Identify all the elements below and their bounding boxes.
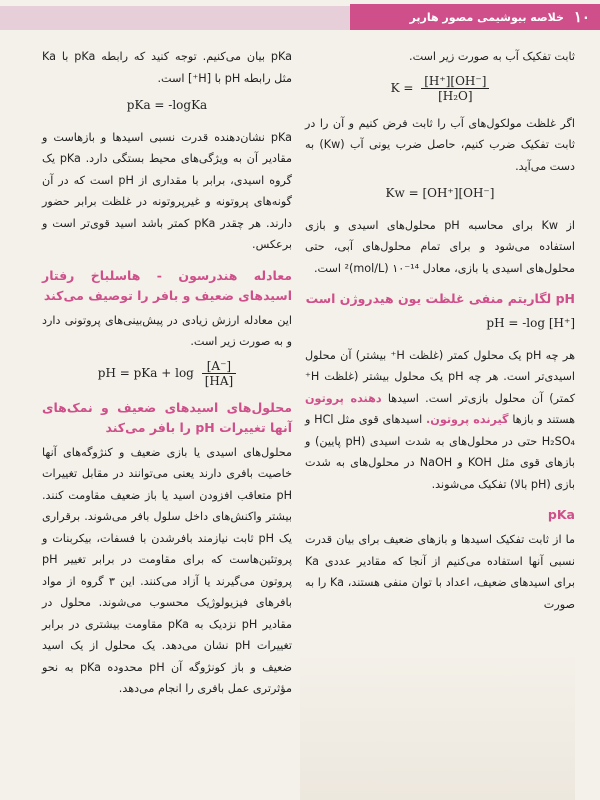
pka-formula: pKa = -logKa — [126, 98, 208, 112]
section-heading: معادله هندرسون - هاسلباخ رفتار اسیدهای ضعیف و بافر را توصیف می‌کند — [42, 267, 292, 303]
dissociation-formula: K = $\frac{[H^+][OH^-]}{\text{[H₂O]}}$ — [305, 74, 575, 103]
header-title-bar — [350, 4, 600, 30]
paragraph: از Kw برای محاسبه pH محلول‌های اسیدی و بازی استفاده می‌شود و برای تمام محلول‌های آبی، حتی محلول‌های اسیدی یا بازی، معادل ¹⁴⁻۱۰ (mol/L)² است. — [305, 218, 575, 275]
paragraph: اگر غلظت مولکول‌های آب را ثابت فرض کنیم و آن را در ثابت تفکیک ضرب کنیم، حاصل ضرب یونی آب (Kw) به دست می‌آید. — [305, 116, 575, 173]
paragraph: ما از ثابت تفکیک اسیدها و بازهای ضعیف برای بیان قدرت نسبی آنها استفاده می‌کنیم از آنجا که مقادیر عددی Ka برای اسیدهای ضعیف، اعداد با توان منفی هستند، Ka را به صورت — [305, 533, 575, 611]
page-number: ۱۰ — [573, 8, 590, 26]
highlight-term: دهنده پروتون — [305, 391, 382, 405]
highlight-term: گیرنده پروتون. — [426, 413, 509, 426]
page-header — [0, 0, 600, 34]
paragraph: این معادله ارزش زیادی در پیش‌بینی‌های پروتونی دارد و به صورت زیر است. — [42, 313, 292, 348]
section-heading: pH لگاریتم منفی غلظت یون هیدروژن است — [305, 291, 575, 306]
paragraph: pKa بیان می‌کنیم. توجه کنید که رابطه pKa با Ka مثل رابطه pH با [H⁺] است. — [42, 50, 292, 85]
book-title: خلاصه بیوشیمی مصور هارپر — [409, 10, 564, 24]
section-heading: pKa — [547, 507, 575, 522]
paragraph: هر چه pH یک محلول کمتر (غلظت H⁺ بیشتر) آن محلول اسیدی‌تر است. هر چه pH یک محلول بیشتر (غلظت H⁺ کمتر) آن محلول بازی‌تر است. اسیدها دهنده پروتون هستند و بازها گیرنده پروتون. اسیدهای قوی مثل HCl و H₂SO₄ حتی در محلول‌های به شدت اسیدی (pH پایین) و بازهای قوی مثل KOH و NaOH در محلول‌های به شدت بازی (pH بالا) تفکیک می‌شوند. — [305, 348, 576, 491]
section-heading: محلول‌های اسیدهای ضعیف و نمک‌های آنها تغییرات pH را بافر می‌کند — [42, 399, 292, 435]
page-shadow — [300, 650, 575, 800]
paragraph: ثابت تفکیک آب به صورت زیر است. — [409, 50, 575, 63]
henderson-hasselbalch-formula: pH = pKa + log $\frac{[A^-]}{[HA]}$ — [42, 359, 292, 388]
kw-formula: Kw = [OH⁺][OH⁻] — [385, 186, 495, 200]
left-column — [42, 46, 292, 706]
right-column — [305, 46, 575, 621]
paragraph: محلول‌های اسیدی یا بازی ضعیف و کنژوگه‌های آنها خاصیت بافری دارند یعنی می‌توانند در مقابل تغییرات pH متعاقب افزودن اسید یا باز ضعیف مقاومت کنند. بیشتر واکنش‌های داخل سلول بافر می‌شوند. برقراری یک pH ثابت نیازمند بافرشدن با فسفات، بیکربنات و پروتئین‌هاست که برای مقاومت در برابر تغییر pH پروتون می‌گیرند یا آزاد می‌کنند. این ۳ گروه از مواد بافرهای فیزیولوژیک محسوب می‌شوند. محلول در مقادیر pH نزدیک به pKa مقاومت بیشتری در برابر تغییرات pH نشان می‌دهد. یک محلول از یک اسید ضعیف و باز کونژوگه آن pH محدوده pKa به نحو مؤثرتری عمل بافری را انجام می‌دهد. — [42, 445, 293, 695]
paragraph: pKa نشان‌دهنده قدرت نسبی اسیدها و بازهاست و مقادیر آن به ویژگی‌های محیط بستگی دارد. pKa یک گروه اسیدی، برابر با مقداری از pH است که در آن گونه‌های پروتونه و غیرپروتونه در غلظت برابر حضور دارند. هر چقدر pKa کمتر باشد اسید قوی‌تر است و برعکس. — [42, 130, 293, 251]
ph-formula: pH = -log [H⁺] — [486, 316, 575, 330]
